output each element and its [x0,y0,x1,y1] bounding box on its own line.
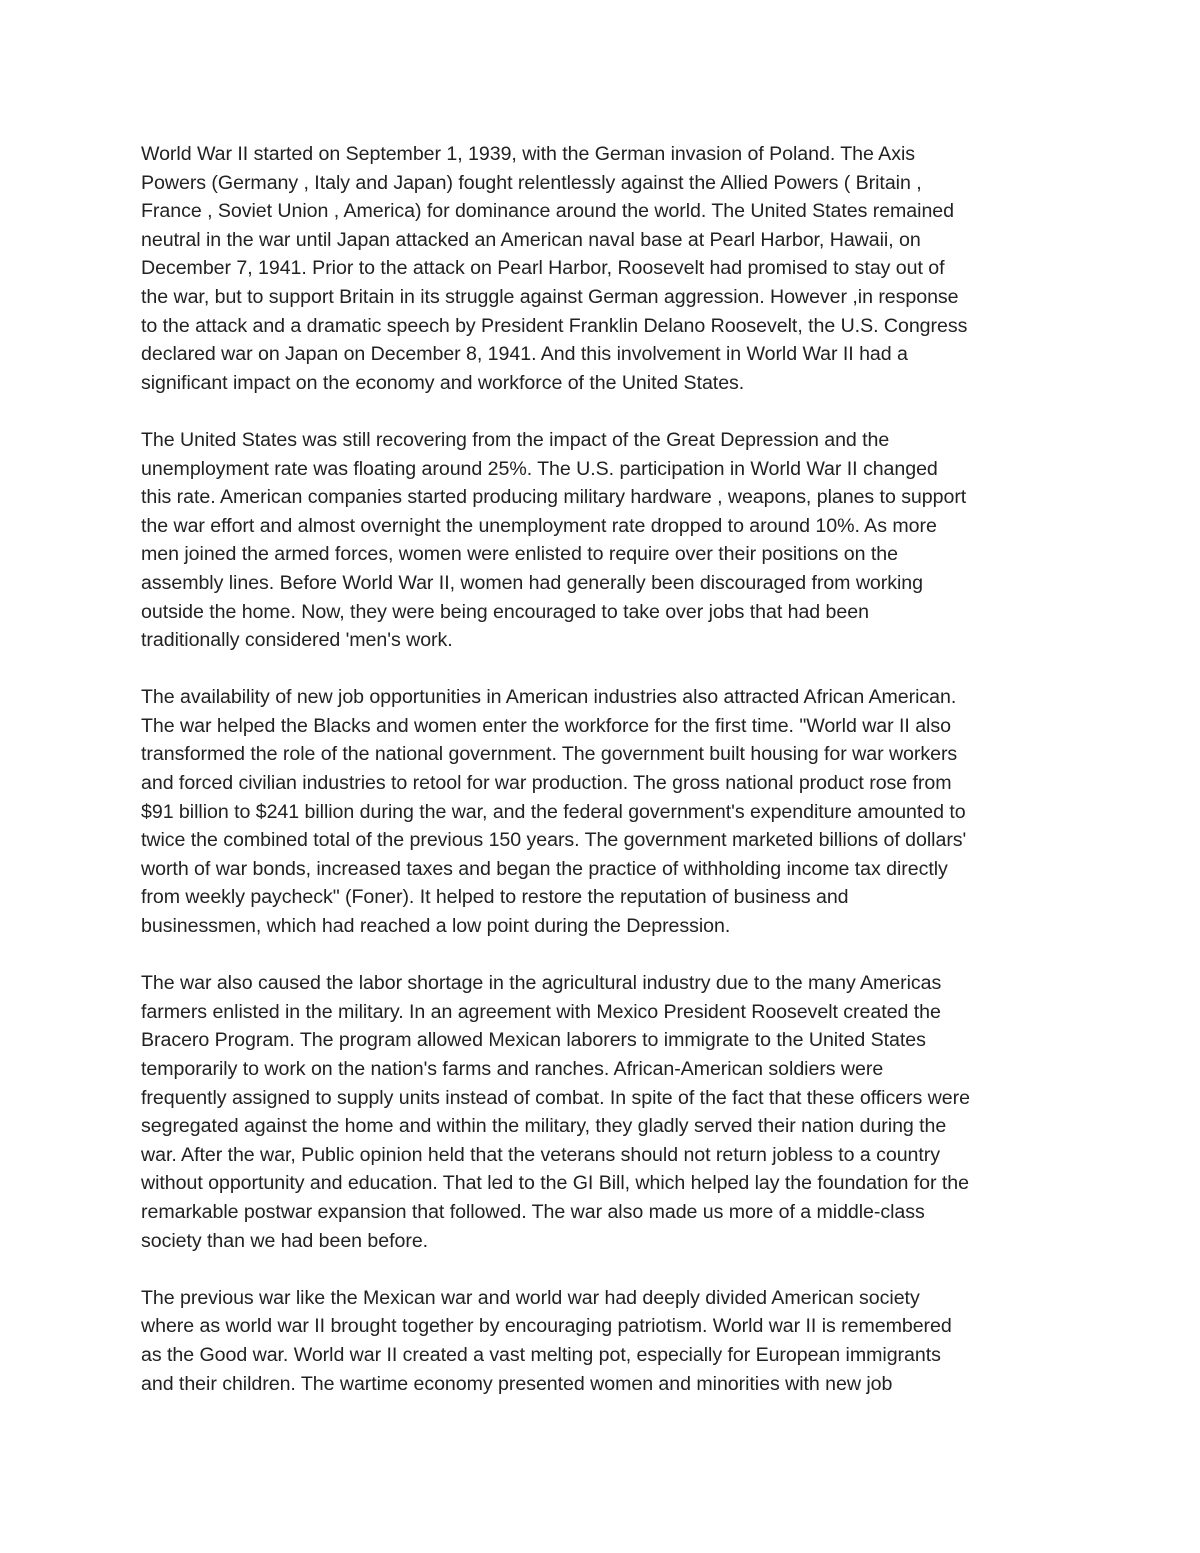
paragraph [141,683,1081,940]
text-line: the war effort and almost overnight the unemployment rate dropped to around 10%. As more [141,514,937,537]
text-line: outside the home. Now, they were being encouraged to take over jobs that had been [141,600,869,623]
text-line: businessmen, which had reached a low point during the Depression. [141,915,731,938]
text-line: temporarily to work on the nation's farms and ranches. African-American soldiers were [141,1058,884,1080]
text-line: World War II started on September 1, 1939, with the German invasion of Poland. The Axis [141,143,915,165]
paragraph [141,969,1081,1255]
text-line: France , Soviet Union , America) for dominance around the world. The United States remained [141,200,955,223]
text-line: traditionally considered 'men's work. [141,629,453,652]
text-line: Bracero Program. The program allowed Mexican laborers to immigrate to the United States [141,1029,926,1052]
text-line: $91 billion to $241 billion during the war, and the federal government's expenditure amounted to [141,800,966,823]
text-line: segregated against the home and within the military, they gladly served their nation during the [141,1115,947,1138]
text-line: men joined the armed forces, women were enlisted to require over their positions on the [141,543,898,566]
text-line: December 7, 1941. Prior to the attack on Pearl Harbor, Roosevelt had promised to stay out of [141,257,945,280]
paragraph-gap [141,397,1081,426]
text-line: worth of war bonds, increased taxes and began the practice of withholding income tax directly [141,857,948,880]
text-line: to the attack and a dramatic speech by President Franklin Delano Roosevelt, the U.S. Congress [141,314,968,337]
text-line: as the Good war. World war II created a vast melting pot, especially for European immigrants [141,1343,941,1366]
text-line: frequently assigned to supply units instead of combat. In spite of the fact that these officers were [141,1086,970,1109]
text-line: remarkable postwar expansion that followed. The war also made us more of a middle-class [141,1200,925,1223]
text-line: where as world war II brought together by encouraging patriotism. World war II is remembered [141,1315,952,1338]
paragraph-gap [141,655,1081,684]
document-body [141,140,1081,1398]
text-line: and their children. The wartime economy presented women and minorities with new job [141,1372,893,1395]
text-line: declared war on Japan on December 8, 1941. And this involvement in World War II had a [141,343,908,366]
text-line: The United States was still recovering from the impact of the Great Depression and the [141,428,890,451]
text-line: the war, but to support Britain in its struggle against German aggression. However ,in response [141,285,959,308]
paragraph [141,1284,1081,1398]
text-line: this rate. American companies started producing military hardware , weapons, planes to support [141,486,967,509]
text-line: The war also caused the labor shortage in the agricultural industry due to the many Americas [141,972,942,995]
text-line: The war helped the Blacks and women enter the workforce for the first time. "World war II also [141,714,951,737]
text-line: twice the combined total of the previous 150 years. The government marketed billions of dollars' [141,829,967,852]
text-line: society than we had been before. [141,1229,429,1252]
paragraph-gap [141,1255,1081,1284]
text-line: assembly lines. Before World War II, women had generally been discouraged from working [141,571,923,594]
paragraph [141,426,1081,655]
text-line: transformed the role of the national government. The government built housing for war workers [141,743,958,766]
text-line: without opportunity and education. That led to the GI Bill, which helped lay the foundation for the [141,1172,969,1195]
paragraph [141,140,1081,397]
text-line: significant impact on the economy and workforce of the United States. [141,371,745,394]
text-line: and forced civilian industries to retool for war production. The gross national product rose from [141,772,952,795]
text-line: from weekly paycheck" (Foner). It helped to restore the reputation of business and [141,886,849,909]
text-line: neutral in the war until Japan attacked an American naval base at Pearl Harbor, Hawaii, on [141,228,921,251]
text-line: unemployment rate was floating around 25%. The U.S. participation in World War II changed [141,457,938,480]
text-line: Powers (Germany , Italy and Japan) fought relentlessly against the Allied Powers ( Britain , [141,171,922,194]
text-line: farmers enlisted in the military. In an agreement with Mexico President Roosevelt created the [141,1000,941,1023]
text-line: The availability of new job opportunities in American industries also attracted African American. [141,686,957,709]
text-line: The previous war like the Mexican war and world war had deeply divided American society [141,1286,920,1309]
text-line: war. After the war, Public opinion held that the veterans should not return jobless to a country [141,1143,941,1166]
paragraph-gap [141,941,1081,970]
